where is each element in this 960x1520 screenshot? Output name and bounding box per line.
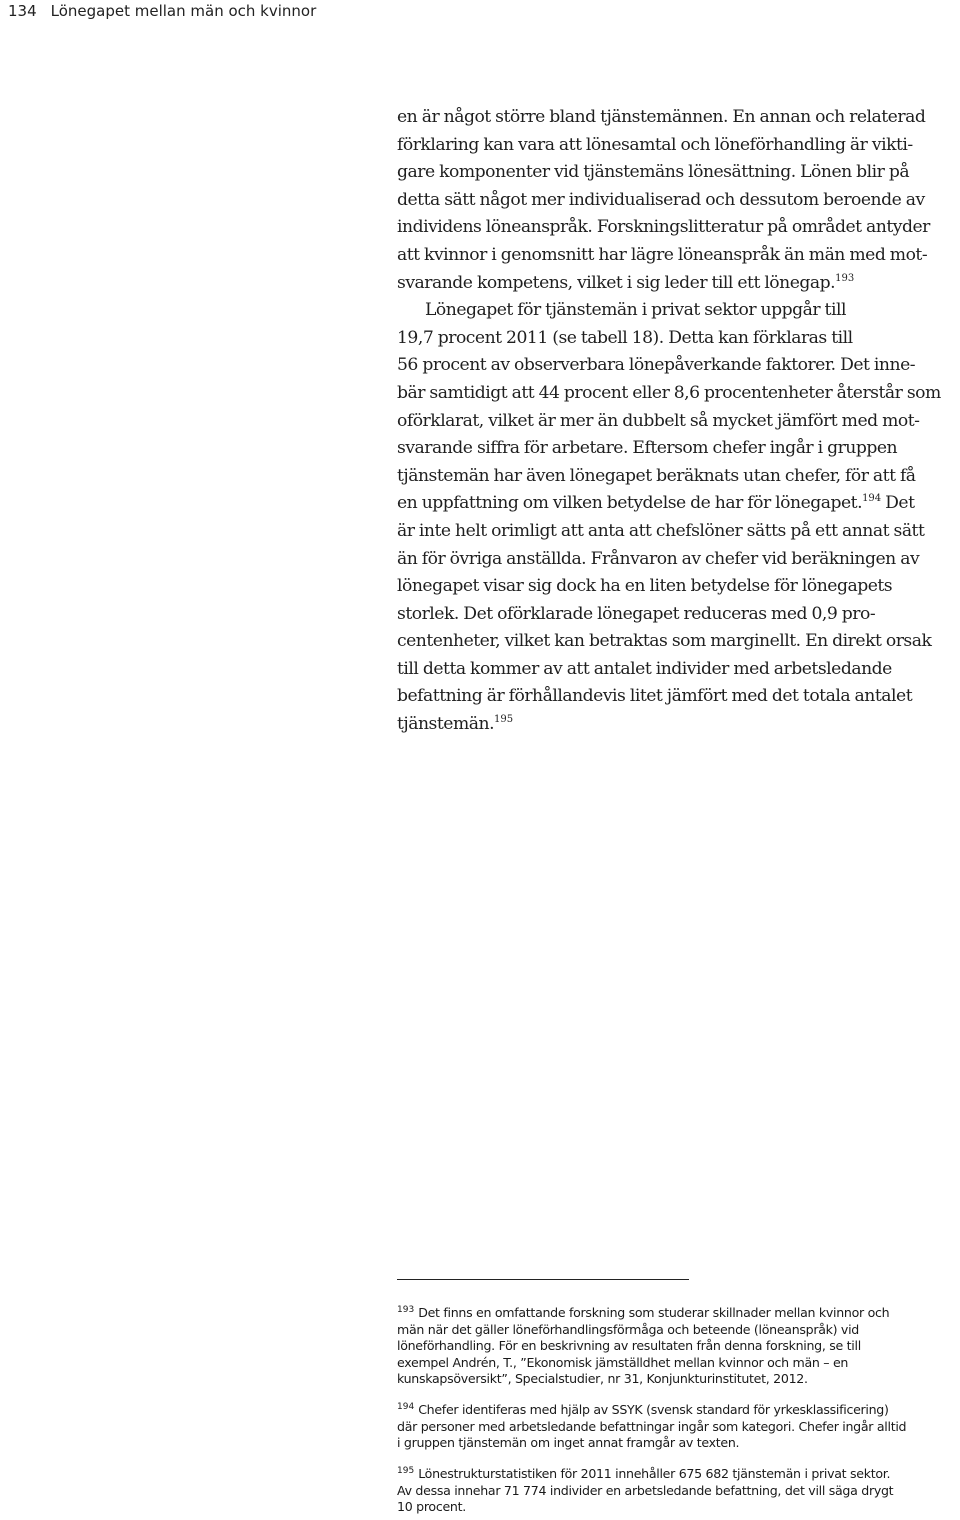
body-line: svarande siffra för arbetare. Eftersom chefer ingår i gruppen — [397, 438, 898, 459]
body-line: bär samtidigt att 44 procent eller 8,6 procentenheter återstår som — [397, 382, 941, 403]
body-line: till detta kommer av att antalet individer med arbetsledande — [397, 658, 892, 679]
body-line-text: tjänstemän. — [397, 714, 495, 735]
footnote-separator — [397, 1279, 689, 1280]
footnote-line: kunskapsöversikt”, Specialstudier, nr 31, Konjunkturinstitutet, 2012. — [397, 1371, 808, 1387]
footnote-193 — [397, 1305, 957, 1388]
footnote-number: 195 — [397, 1466, 415, 1476]
footnote-text: Det finns en omfattande forskning som studerar skillnader mellan kvinnor och — [418, 1305, 890, 1320]
body-line: 56 procent av observerbara lönepåverkande faktorer. Det inne- — [397, 355, 916, 376]
footnote-ref-194[interactable]: 194 — [862, 493, 882, 505]
footnote-line: 10 procent. — [397, 1499, 466, 1515]
footnote-ref-193[interactable]: 193 — [835, 272, 855, 284]
body-line: är inte helt orimligt att anta att chefslöner sätts på ett annat sätt — [397, 520, 925, 541]
body-line-text: Det — [885, 493, 915, 514]
running-header — [8, 0, 316, 22]
body-line: än för övriga anställda. Frånvaron av chefer vid beräkningen av — [397, 548, 920, 569]
footnote-line — [397, 1305, 957, 1322]
footnote-line: Av dessa innehar 71 774 individer en arbetsledande befattning, det vill säga drygt — [397, 1482, 894, 1498]
body-line: en är något större bland tjänstemännen. En annan och relaterad — [397, 107, 926, 127]
body-text — [397, 104, 941, 739]
page-number: 134 — [8, 2, 37, 20]
footnote-number: 193 — [397, 1305, 415, 1315]
body-line-text: en uppfattning om vilken betydelse de har för lönegapet. — [397, 493, 863, 514]
footnote-line: män när det gäller löneförhandlingsförmåga och beteende (löneanspråk) vid — [397, 1321, 859, 1337]
running-title: Lönegapet mellan män och kvinnor — [50, 2, 317, 20]
body-line-text: svarande kompetens, vilket i sig leder till ett lönegap. — [397, 272, 836, 293]
body-line: förklaring kan vara att lönesamtal och löneförhandling är vikti- — [397, 134, 913, 155]
body-line — [397, 270, 933, 298]
body-line: befattning är förhållandevis litet jämfört med det totala antalet — [397, 686, 913, 707]
footnote-number: 194 — [397, 1402, 415, 1412]
footnote-line: i gruppen tjänstemän om inget annat framgår av texten. — [397, 1435, 740, 1451]
footnote-line — [397, 1466, 957, 1483]
body-line — [397, 711, 933, 739]
footnote-text: Lönestrukturstatistiken för 2011 innehåller 675 682 tjänstemän i privat sektor. — [418, 1466, 891, 1481]
footnote-195 — [397, 1466, 957, 1516]
footnote-line: löneförhandling. För en beskrivning av resultaten från denna forskning, se till — [397, 1338, 861, 1354]
body-line: individens löneanspråk. Forskningslitteratur på området antyder — [397, 217, 930, 238]
footnote-line: exempel Andrén, T., ”Ekonomisk jämställdhet mellan kvinnor och män – en — [397, 1354, 849, 1370]
body-line: 19,7 procent 2011 (se tabell 18). Detta kan förklaras till — [397, 327, 853, 348]
body-line: tjänstemän har även lönegapet beräknats utan chefer, för att få — [397, 465, 916, 486]
footnote-line — [397, 1402, 957, 1419]
footnote-text: Chefer identiferas med hjälp av SSYK (svensk standard för yrkesklassificering) — [418, 1402, 889, 1417]
body-line: detta sätt något mer individualiserad och dessutom beroende av — [397, 189, 925, 210]
footnote-line: där personer med arbetsledande befattningar ingår som kategori. Chefer ingår alltid — [397, 1418, 907, 1434]
body-line: att kvinnor i genomsnitt har lägre löneanspråk än män med mot- — [397, 244, 928, 265]
body-line: centenheter, vilket kan betraktas som marginellt. En direkt orsak — [397, 631, 932, 652]
footnote-ref-195[interactable]: 195 — [494, 714, 514, 726]
body-line: gare komponenter vid tjänstemäns lönesättning. Lönen blir på — [397, 162, 910, 183]
body-line — [397, 490, 933, 518]
paragraph-start-line: Lönegapet för tjänstemän i privat sektor uppgår till — [425, 300, 846, 321]
footnote-194 — [397, 1402, 957, 1452]
body-line: storlek. Det oförklarade lönegapet reduceras med 0,9 pro- — [397, 603, 876, 624]
body-line: oförklarat, vilket är mer än dubbelt så mycket jämfört med mot- — [397, 410, 920, 431]
body-line: lönegapet visar sig dock ha en liten betydelse för lönegapets — [397, 576, 893, 597]
